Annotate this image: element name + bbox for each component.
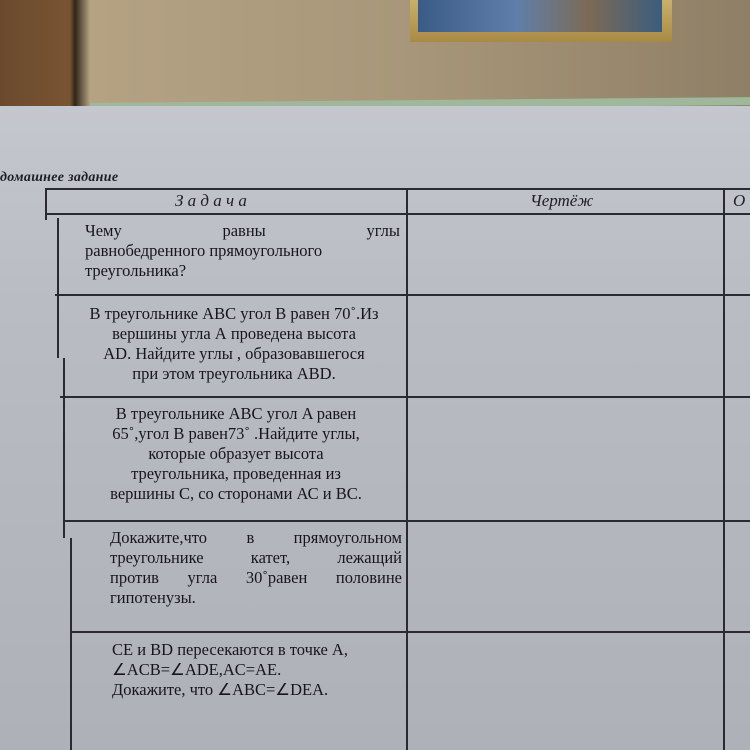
task-line: вершины угла А проведена высота (112, 324, 356, 343)
row-divider (70, 631, 750, 633)
task-left-border (57, 218, 59, 358)
task-cell-1 (85, 221, 400, 281)
row-divider (65, 520, 750, 522)
task-line: CE и BD пересекаются в точке А, (112, 640, 348, 659)
header-answer: О (733, 191, 746, 210)
task-line: треугольника, проведенная из (131, 464, 341, 483)
section-title: домашнее задание (0, 170, 119, 185)
homework-table (45, 188, 750, 750)
task-line: ∠ACB=∠ADE,AC=AE. (112, 660, 282, 679)
table-border-top (45, 188, 750, 190)
task-line: Чему равны углы (85, 221, 400, 240)
task-line: В треугольнике ABC угол A равен (115, 404, 357, 423)
task-line: треугольника? (85, 261, 187, 280)
task-line: гипотенузы. (110, 588, 196, 607)
task-line: вершины С, со сторонами АС и ВС. (110, 484, 362, 503)
row-divider (55, 294, 750, 296)
task-line: которые образует высота (148, 444, 324, 463)
task-line: при этом треугольника ABD. (132, 364, 336, 383)
task-line: AD. Найдите углы , образовавшегося (103, 344, 365, 363)
row-divider (60, 396, 750, 398)
task-line: Докажите, что ∠ABC=∠DEA. (112, 680, 329, 699)
header-divider (45, 213, 750, 215)
task-left-border (70, 538, 72, 750)
task-cell-2 (63, 304, 405, 384)
header-drawing: Чертёж (530, 191, 594, 210)
task-cell-3 (67, 404, 405, 504)
task-line: треугольнике катет, лежащий (110, 548, 402, 567)
header-task: З а д а ч а (175, 191, 247, 210)
task-cell-5 (112, 640, 407, 700)
table-left-border (45, 188, 47, 220)
task-line: Докажите,что в прямоугольном (110, 528, 402, 547)
picture (418, 0, 662, 32)
task-line: против угла 30˚равен половине (110, 568, 402, 587)
task-line: 65˚,угол B равен73˚ .Найдите углы, (112, 424, 360, 443)
task-cell-4 (110, 528, 402, 608)
drawing-answer-divider (723, 188, 725, 750)
task-line: равнобедренного прямоугольного (85, 241, 323, 260)
task-line: В треугольнике ABC угол B равен 70˚.Из (89, 304, 379, 323)
task-left-border (63, 358, 65, 538)
